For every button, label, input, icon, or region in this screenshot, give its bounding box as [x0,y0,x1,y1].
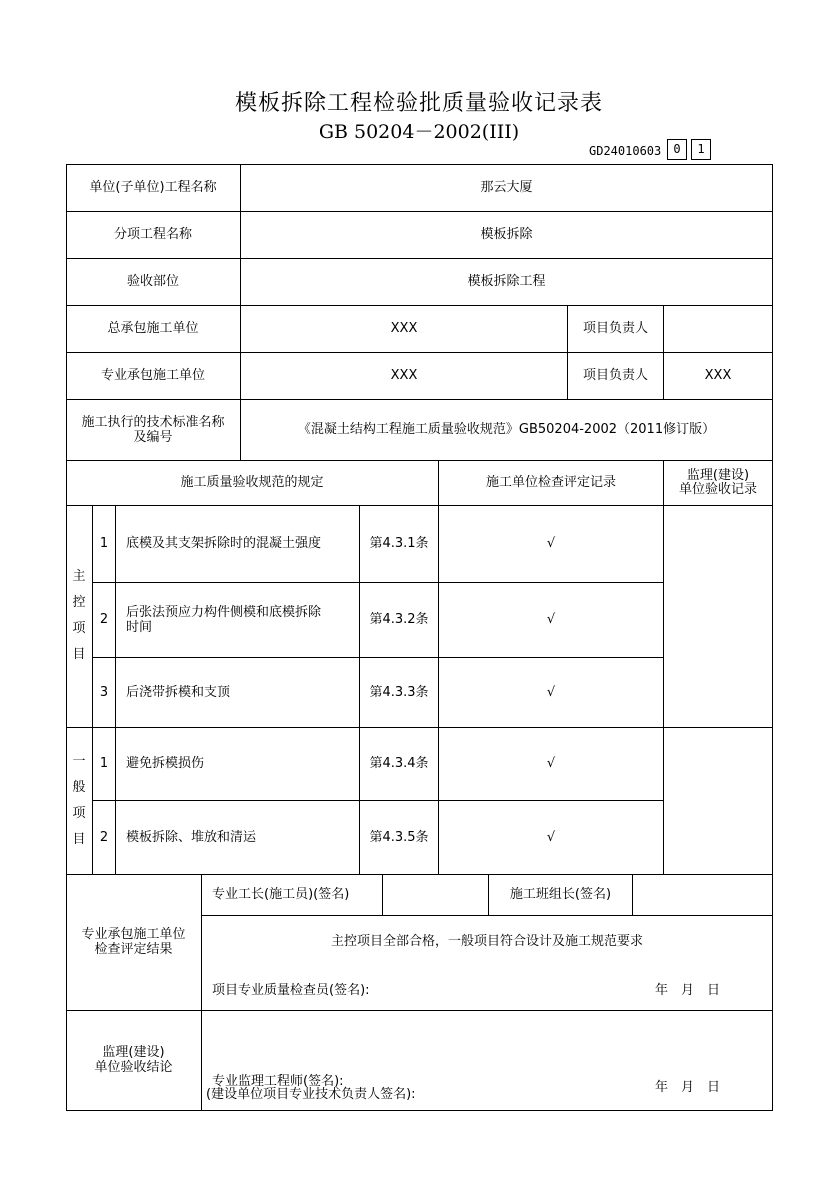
main-control-label [66,505,92,727]
main-item-1-check[interactable]: √ [546,536,556,551]
project-manager-label: 项目负责人 [582,321,648,336]
supervision-header [664,460,772,505]
contractor-result-label-line1: 专业承包施工单位 [81,927,186,942]
main-item-2-check[interactable]: √ [546,612,556,627]
general-contractor-value[interactable]: XXX [390,321,418,336]
owner-rep-signature-label: (建设单位项目专业技术负责人签名): [206,1087,416,1102]
general-item-2-clause: 第4.3.5条 [369,829,429,845]
general-manager-value[interactable] [664,305,772,352]
project-name-value[interactable]: 那云大厦 [480,180,533,195]
supervision-record-cell[interactable] [664,505,772,874]
record-header: 施工单位检查评定记录 [485,475,616,490]
general-item-2-check[interactable]: √ [546,829,556,845]
conclusion-text: 主控项目全部合格，一般项目符合设计及施工规范要求 [330,933,643,949]
contractor-date[interactable]: 年 月 日 [655,983,721,998]
main-control-char-3: 项 [72,621,86,636]
supervision-header-line2: 单位验收记录 [678,481,757,497]
form-title: 模板拆除工程检验批质量验收记录表 [234,91,603,116]
main-control-char-2: 控 [72,595,86,610]
standard-code: GB 50204－2002(III) [318,121,520,143]
main-item-2-no: 2 [99,612,109,627]
general-items-char-1: 一 [72,753,86,769]
project-name-label: 单位(子单位)工程名称 [89,180,217,195]
main-item-1-text: 底模及其支架拆除时的混凝土强度 [126,536,322,551]
standard-label [66,399,240,460]
general-item-1-text: 避免拆模损伤 [126,756,205,771]
main-item-2-text-line2: 时间 [126,619,153,635]
supervision-header-line1: 监理(建设) [686,467,750,483]
main-item-1-no: 1 [99,536,109,551]
main-control-char-4: 目 [72,647,86,662]
supervision-result-label [66,1010,201,1110]
general-item-2-no: 2 [99,829,109,845]
subcontractor-value[interactable]: XXX [390,368,418,383]
form-code: GD24010603 [589,144,662,158]
record-form [66,164,773,1110]
inspection-part-label: 验收部位 [126,274,179,289]
standard-label-line2: 及编号 [133,429,173,445]
main-item-3-text: 后浇带拆模和支顶 [126,684,231,700]
foreman-signature-label: 专业工长(施工员)(签名) [212,887,350,902]
foreman-signature-field[interactable] [383,874,488,915]
team-leader-label: 施工班组长(签名) [509,887,612,902]
form-code-box-2[interactable]: 1 [691,139,711,160]
supervision-result-label-line1: 监理(建设) [102,1045,165,1060]
subitem-name-label: 分项工程名称 [113,227,192,242]
main-control-char-1: 主 [72,569,86,584]
general-items-char-3: 项 [72,805,86,821]
general-items-char-4: 目 [72,831,86,847]
supervision-date[interactable]: 年 月 日 [655,1080,721,1095]
project-manager-label-2: 项目负责人 [582,368,648,383]
engineer-signature-label: 专业监理工程师(签名): [212,1074,344,1089]
general-item-1-clause: 第4.3.4条 [369,756,429,771]
main-item-2-clause: 第4.3.2条 [369,612,429,627]
main-item-2-text [116,582,359,657]
inspector-signature-label: 项目专业质量检查员(签名): [212,983,370,998]
main-item-3-no: 3 [99,684,109,700]
main-item-3-check[interactable]: √ [546,684,556,700]
general-contractor-label: 总承包施工单位 [107,321,199,336]
spec-header: 施工质量验收规范的规定 [180,475,324,490]
subcontractor-label: 专业承包施工单位 [100,368,205,383]
general-items-label [66,727,92,874]
sub-manager-value[interactable]: XXX [704,368,732,383]
contractor-result-label [66,874,201,1010]
general-item-1-no: 1 [99,756,109,771]
subitem-name-value[interactable]: 模板拆除 [480,227,533,242]
main-item-3-clause: 第4.3.3条 [369,684,429,700]
main-item-2-text-line1: 后张法预应力构件侧模和底模拆除 [126,604,322,620]
inspection-part-value[interactable]: 模板拆除工程 [467,274,546,289]
standard-value[interactable]: 《混凝土结构工程施工质量验收规范》GB50204-2002（2011修订版） [297,422,716,437]
general-items-char-2: 般 [72,779,86,795]
supervision-result-label-line2: 单位验收结论 [94,1060,173,1075]
standard-label-line1: 施工执行的技术标准名称 [81,414,225,430]
team-leader-field[interactable] [633,874,772,915]
general-item-2-text: 模板拆除、堆放和清运 [126,829,257,845]
form-code-box-1[interactable]: 0 [667,139,687,160]
general-item-1-check[interactable]: √ [546,756,556,771]
contractor-result-label-line2: 检查评定结果 [94,942,173,957]
main-item-1-clause: 第4.3.1条 [369,536,429,551]
